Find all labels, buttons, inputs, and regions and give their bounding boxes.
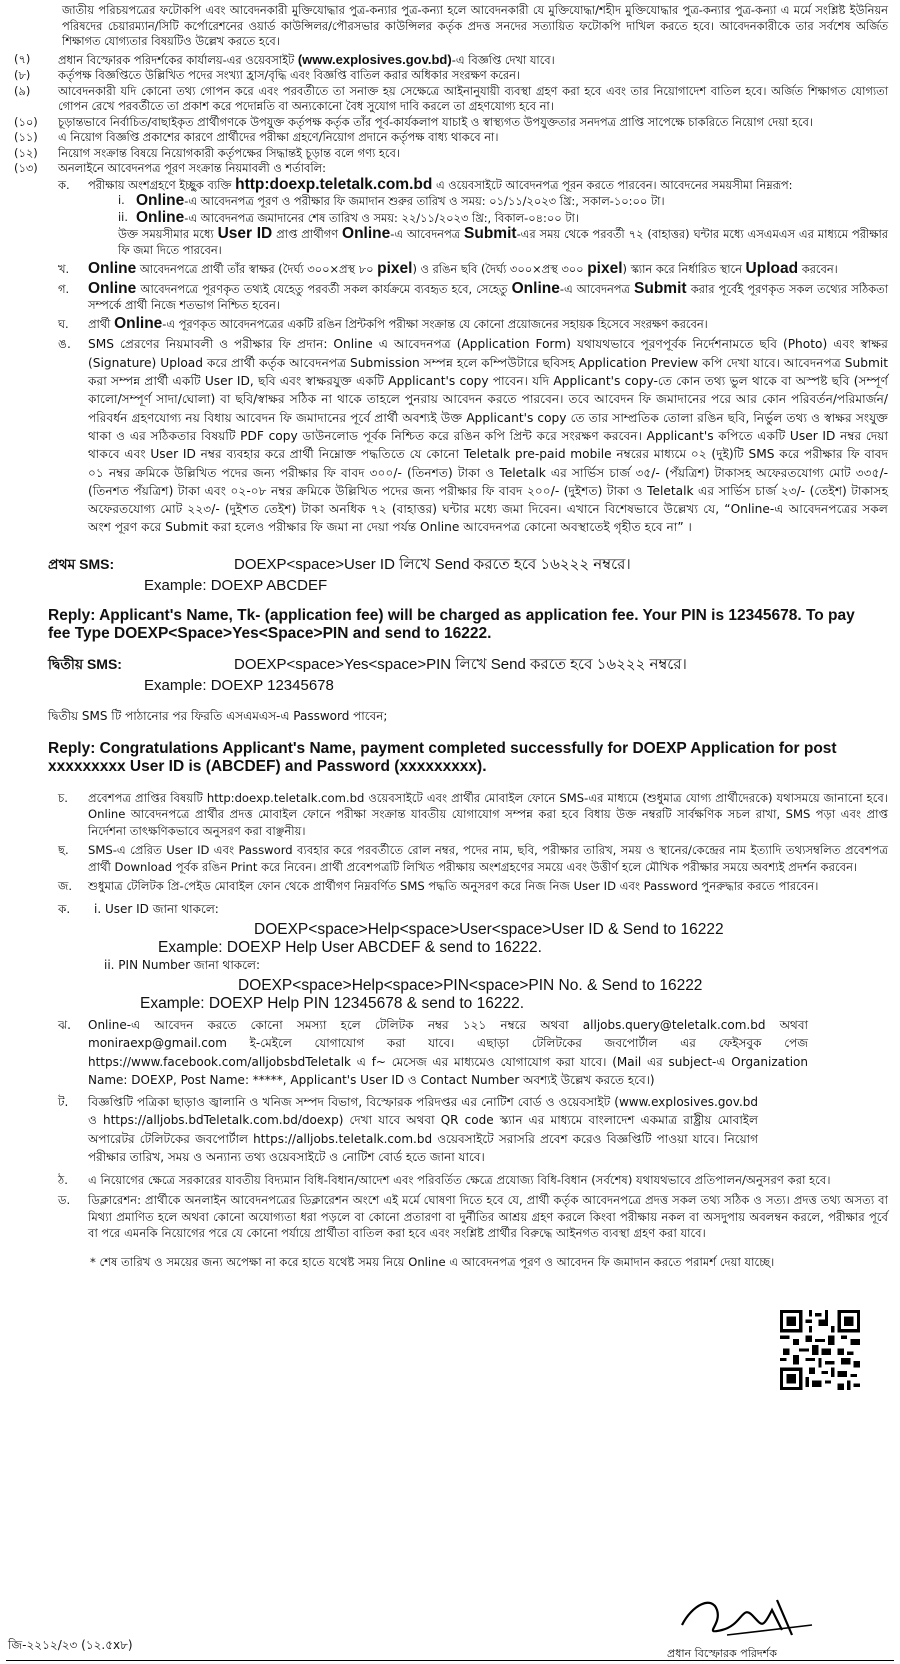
signature-title: প্রধান বিস্ফোরক পরিদর্শক: [667, 1647, 777, 1660]
item-13: (১৩) অনলাইনে আবেদনপত্র পূরণ সংক্রান্ত নিয়মাবলী ও শর্তাবলি:: [14, 161, 326, 175]
sub-ka-i: i. Online-এ আবেদনপত্র পূরণ ও পরীক্ষার ফি জমাদান শুরুর তারিখ ও সময়: ০১/১১/২০২৩ খ্রি:, সকাল-১০:০০ টা।: [118, 192, 665, 210]
website-link[interactable]: (www.explosives.gov.bd): [297, 51, 452, 67]
pin-help-format: DOEXP<space>Help<space>PIN<space>PIN No. & Send to 16222: [238, 976, 703, 994]
sub-kha: খ. Online আবেদনপত্রে প্রার্থী তাঁর স্বাক্ষর (দৈর্ঘ্য ৩০০×প্রস্থ ৮০ pixel) ও রঙিন ছবি (দৈর্ঘ্য ৩০০×প্রস্থ ৩০০ pixel) স্ক্যান করে নির্ধারিত স্থানে Upload করবেন।: [58, 260, 838, 278]
sub-chha: ছ. SMS-এ প্রেরিত User ID এবং Password ব্যবহার করে পরবর্তীতে রোল নম্বর, পদের নাম, ছবি, পরীক্ষার তারিখ, সময় ও স্থানের/কেন্দ্রের নাম ইত্যাদি তথ্যসম্বলিত প্রবেশপত্র প্রার্থী Download পূর্বক রঙিন Print করে নিবেন। প্রার্থী প্রবেশপত্রটি লিখিত পরীক্ষায় অংশগ্রহণের সময়ে এবং উত্তীর্ণ হলে মৌখিক পরীক্ষার সময়ে অবশ্যই প্রদর্শন করবেন।: [58, 843, 888, 874]
first-sms-example: Example: DOEXP ABCDEF: [144, 576, 328, 594]
sub-ka: ক. পরীক্ষায় অংশগ্রহণে ইচ্ছুক ব্যক্তি http:doexp.teletalk.com.bd এ ওয়েবসাইটে আবেদনপত্র পূরন করতে পারবেন। আবেদনের সময়সীমা নিম্নরূপ:: [58, 175, 793, 193]
sub-umo: ঙ. SMS প্রেরণের নিয়মাবলী ও পরীক্ষার ফি প্রদান: Online এ আবেদনপত্র (Application Form) যথাযথভাবে পূরণপূর্বক নির্দেশনামতে ছবি (Photo) এবং স্বাক্ষর (Signature) Upload করে প্রার্থী কর্তৃক আবেদনপত্র Submission সম্পন্ন হলে কম্পিউটারে ছবিসহ Application Preview কপি দেখা যাবে। আবেদনপত্র Submit করা সম্পন্ন প্রার্থী একটি User ID, ছবি এবং স্বাক্ষরযুক্ত একটি Applicant's copy পাবেন। যদি Applicant's copy-তে কোন তথ্য ভুল থাকে বা অস্পষ্ট ছবি (সম্পূর্ণ কালো/সম্পূর্ণ সাদা/ঘোলা) বা ছবি/স্বাক্ষর সঠিক না থাকে তাহলে পুনরায় আবেদন করতে পারবেন। তবে আবেদন ফি জমাদানের পরে আর কোন পরিবর্তন/পরিমার্জন/ পরিবর্ধন গ্রহণযোগ্য নয় বিধায় আবেদন ফি জমাদানের পূর্বে প্রার্থী অবশ্যই উক্ত Applicant's copy তে তার সাম্প্রতিক তোলা রঙিন ছবি, নির্ভুল তথ্য ও স্বাক্ষর সংযুক্ত থাকা ও এর সঠিকতার বিষয়টি PDF copy ডাউনলোড পূর্বক নিশ্চিত করে রঙিন কপি প্রিন্ট করে সংরক্ষণ করবেন। Applicant's কপিতে একটি User ID নম্বর দেয়া থাকবে এবং User ID নম্বর ব্যবহার করে প্রার্থী নিম্নোক্ত পদ্ধতিতে যে কোনো Teletalk pre-paid mobile নম্বরের মাধ্যমে ০২ (দুই)টি SMS করে পরীক্ষার ফি বাবদ ০১ নম্বর ক্রমিকে উল্লিখিত পদের জন্য পরীক্ষার ফি বাবদ ৩০০/- (তিনশত) টাকা ও Teletalk এর সার্ভিস চার্জ ৩৫/- (পঁয়ত্রিশ) টাকাসহ অফেরতযোগ্য মোট ৩৩৫/- (তিনশত পঁয়ত্রিশ) টাকা এবং ০২-০৮ নম্বর ক্রমিকে উল্লিখিত পদের জন্য পরীক্ষার ফি বাবদ ২০০/- (দুইশত) টাকা ও Teletalk এর সার্ভিস চার্জ ২৩/- (তেইশ) টাকাসহ অফেরতযোগ্য মোট ২২৩/- (দুইশত তেইশ) টাকা অনধিক ৭২ (বাহাত্তর) ঘন্টার মধ্যে জমা দিবেন। এখানে বিশেষভাবে উল্লেখ্য যে, “Online-এ আবেদনপত্রের সকল অংশ পূরণ করে Submit করা হলেও পরীক্ষার ফি জমা না দেয়া পর্যন্ত Online আবেদনপত্র কোনো অবস্থাতেই গৃহীত হবে না” ।: [58, 337, 888, 535]
reply-1: Reply: Applicant's Name, Tk- (application fee) will be charged as application fee. Your PIN is 12345678. To pay fee Type DOEXP<Space>Yes<Space>PIN and send to 16222.: [48, 606, 855, 642]
first-sms-format: DOEXP<space>User ID লিখে Send করতে হবে ১৬২২২ নম্বরে।: [234, 555, 631, 573]
sub-gha: ঘ. প্রার্থী Online-এ পূরণকৃত আবেদনপত্রের একটি রঙিন প্রিন্টকপি পরীক্ষা সংক্রান্ত যে কোনো প্রয়োজনের সহায়ক হিসেবে সংরক্ষণ করবেন।: [58, 314, 708, 332]
application-link[interactable]: http:doexp.teletalk.com.bd: [235, 175, 433, 193]
sub-cha: চ. প্রবেশপত্র প্রাপ্তির বিষয়টি http:doexp.teletalk.com.bd ওয়েবসাইটে এবং প্রার্থীর মোবাইল ফোনে SMS-এর মাধ্যমে (শুধুমাত্র যোগ্য প্রার্থীদেরকে) যথাসময়ে জানানো হবে। Online আবেদনপত্রে প্রার্থীর প্রদত্ত মোবাইল ফোনে পরীক্ষা সংক্রান্ত যাবতীয় যোগাযোগ সম্পন্ন করা হবে বিধায় উক্ত নম্বরটি সার্বক্ষণিক সচল রাখা, SMS পড়া এবং প্রাপ্ত নির্দেশনা তাৎক্ষণিকভাবে অনুসরণ করা বাঞ্ছনীয়।: [58, 790, 888, 838]
sub-ga: গ. Online আবেদনপত্রে পূরণকৃত তথ্যই যেহেতু পরবর্তী সকল কার্যক্রমে ব্যবহৃত হবে, সেহেতু Online-এ আবেদনপত্র Submit করার পূর্বেই পূরণকৃত সকল তথ্যের সঠিকতা সম্পর্কে প্রার্থী নিজে শতভাগ নিশ্চিত হবেন।: [58, 279, 888, 313]
sms-block-2: দ্বিতীয় SMS: DOEXP<space>Yes<space>PIN লিখে Send করতে হবে ১৬২২২ নম্বরে। Example: DOEXP 12345678: [48, 653, 888, 694]
pin-help-example: Example: DOEXP Help PIN 12345678 & send to 16222.: [140, 994, 525, 1012]
item-7: (৭) প্রধান বিস্ফোরক পরিদর্শকের কার্যালয়-এর ওয়েবসাইট (www.explosives.gov.bd)-এ বিজ্ঞপ্তি দেখা যাবে।: [14, 51, 555, 67]
userid-help-format: DOEXP<space>Help<space>User<space>User ID & Send to 16222: [254, 920, 724, 938]
item-10: (১০) চূড়ান্তভাবে নির্বাচিত/বাছাইকৃত প্রার্থীগণকে উপযুক্ত কর্তৃপক্ষ কর্তৃক তাঁর পূর্ব-কার্যকলাপ যাচাই ও স্বাস্থ্যগত উপযুক্ততার সনদপত্র প্রাপ্তি সাপেক্ষে চাকরিতে নিয়োগ দেয়া হবে।: [14, 114, 813, 129]
recovery-block: ক. i. User ID জানা থাকলে: DOEXP<space>Help<space>User<space>User ID & Send to 16222 Example: DOEXP Help User ABCDEF & send to 16222. ii. PIN Number জানা থাকলে: DOEXP<space>Help<space>PIN<space>PIN No. & Send to 16222 Example: DOEXP Help PIN 12345678 & send to 16222.: [58, 901, 888, 1013]
top-paragraph: জাতীয় পরিচয়পত্রের ফটোকপি এবং আবেদনকারী মুক্তিযোদ্ধার পুত্র-কন্যার পুত্র-কন্যা হলে আবেদনকারী যে মুক্তিযোদ্ধা/শহীদ মুক্তিযোদ্ধার পুত্র-কন্যার পুত্র-কন্যা এ মর্মে সংশ্লিষ্ট ইউনিয়ন পরিষদের চেয়ারম্যান/সিটি কর্পোরেশনের ওয়ার্ড কাউন্সিলর/পৌরসভার কাউন্সিলর কর্তৃক প্রদত্ত সনদের সত্যায়িত ফটোকপি দাখিল করতে হবে। আবেদনকারীকে তার সর্বশেষ অর্জিত শিক্ষাগত যোগ্যতার বিষয়টিও উল্লেখ করতে হবে।: [62, 3, 888, 48]
bottom-divider: [6, 1660, 894, 1661]
sub-ka-ii: ii. Online-এ আবেদনপত্র জমাদানের শেষ তারিখ ও সময়: ২২/১১/২০২৩ খ্রি:, বিকাল-০৪:০০ টা।: [118, 208, 579, 226]
second-sms-example: Example: DOEXP 12345678: [144, 676, 334, 694]
item-8: (৮) কর্তৃপক্ষ বিজ্ঞপ্তিতে উল্লিখিত পদের সংখ্যা হ্রাস/বৃদ্ধি এবং বিজ্ঞপ্তি বাতিল করার অধিকার সংরক্ষণ করেন।: [14, 68, 520, 82]
final-note: * শেষ তারিখ ও সময়ের জন্য অপেক্ষা না করে হাতে যথেষ্ট সময় নিয়ে Online এ আবেদনপত্র পূরণ ও আবেদন ফি জমাদান করতে পরামর্শ দেয়া যাচ্ছে।: [90, 1254, 775, 1269]
second-sms-format: DOEXP<space>Yes<space>PIN লিখে Send করতে হবে ১৬২২২ নম্বরে।: [234, 655, 687, 673]
sub-ja: জ. শুধুমাত্র টেলিটক প্রি-পেইড মোবাইল ফোন থেকে প্রার্থীগণ নিম্নবর্ণিত SMS পদ্ধতি অনুসরণ করে নিজ নিজ User ID এবং Password পুনরুদ্ধার করতে পারবেন।: [58, 879, 819, 894]
sms-block: প্রথম SMS: DOEXP<space>User ID লিখে Send করতে হবে ১৬২২২ নম্বরে। Example: DOEXP ABCDEF: [48, 553, 888, 594]
signature-image: [672, 1585, 822, 1640]
qr-code[interactable]: [780, 1310, 860, 1390]
after-second-sms: দ্বিতীয় SMS টি পাঠানোর পর ফিরতি এসএমএস-এ Password পাবেন;: [48, 708, 388, 723]
sub-da: ড. ডিক্লারেশন: প্রার্থীকে অনলাইন আবেদনপত্রের ডিক্লারেশন অংশে এই মর্মে ঘোষণা দিতে হবে যে, প্রার্থী কর্তৃক আবেদনপত্রে প্রদত্ত সকল তথ্য সঠিক ও সত্য। প্রদত্ত তথ্য অসত্য বা মিথ্যা প্রমাণিত হলে অথবা কোনো অযোগ্যতা ধরা পড়লে বা কোনো প্রতারণা বা দুর্নীতির আশ্রয় গ্রহণ করলে কিংবা পরীক্ষায় নকল বা অসদুপায় অবলম্বন করলে, পরীক্ষার পূর্বে বা পরে এমনকি নিয়োগের পরে যে কোনো পর্যায়ে প্রার্থীতা বাতিল করা হবে এবং সংশ্লিষ্ট প্রার্থীর বিরুদ্ধে আইনগত ব্যবস্থা গ্রহণ করা যাবে।: [58, 1193, 888, 1241]
item-12: (১২) নিয়োগ সংক্রান্ত বিষয়ে নিয়োগকারী কর্তৃপক্ষের সিদ্ধান্তই চূড়ান্ত বলে গণ্য হবে।: [14, 145, 400, 160]
sub-ka-note: উক্ত সময়সীমার মধ্যে User ID প্রাপ্ত প্রার্থীগণ Online-এ আবেদনপত্র Submit-এর সময় থেকে পরবর্তী ৭২ (বাহাত্তর) ঘন্টার মধ্যে এসএমএস এর মাধ্যমে পরীক্ষার ফি জমা দিতে পারবেন।: [118, 225, 889, 257]
reply-2: Reply: Congratulations Applicant's Name, payment completed successfully for DOEXP Application for post xxxxxxxxx User ID is (ABCDEF) and Password (xxxxxxxxx).: [48, 739, 837, 775]
item-9: (৯) আবেদনকারী যদি কোনো তথ্য গোপন করে এবং পরবর্তীতে তা সনাক্ত হয় সেক্ষেত্রে আইনানুযায়ী ব্যবস্থা গ্রহণ করা হবে এবং তার নিয়োগাদেশ বাতিল হবে। অর্জিত শিক্ষাগত যোগ্যতা গোপন রেখে পরবর্তীতে তা প্রকাশ করে পদোন্নতি বা অন্যকোনো বৈধ সুযোগ দাবি করলে তা গ্রহণযোগ্য হবে না।: [14, 83, 888, 113]
sub-ta: ট. বিজ্ঞপ্তিটি পত্রিকা ছাড়াও জ্বালানি ও খনিজ সম্পদ বিভাগ, বিস্ফোরক পরিদপ্তর এর নোটিশ বোর্ড ও ওয়েবসাইট (www.explosives.gov.bd ও https://alljobs.bdTeletalk.com.bd/doexp) দেখা যাবে অথবা QR code স্ক্যান এর মাধ্যমে বাংলাদেশ একমাত্র রাষ্ট্রীয় মোবাইল অপারেটর টেলিটকের জবপোর্টাল https://alljobs.teletalk.com.bd ওয়েবসাইটে সরাসরি প্রবেশ করেও বিজ্ঞপ্তিটি পাওয়া যাবে। নিয়োগ পরীক্ষার তারিখ, সময় ও অন্যান্য তথ্য ওয়েবসাইটে ও নোটিশ বোর্ড হতে জানা যাবে।: [58, 1094, 758, 1165]
item-11: (১১) এ নিয়োগ বিজ্ঞপ্তি প্রকাশের কারণে প্রার্থীদের পরীক্ষা গ্রহণে/নিয়োগ প্রদানে কর্তৃপক্ষ বাধ্য থাকবে না।: [14, 130, 499, 144]
print-code: জি-২২১২/২৩ (১২.৫x৮): [8, 1638, 133, 1652]
sub-jha: ঝ. Online-এ আবেদন করতে কোনো সমস্যা হলে টেলিটক নম্বর ১২১ নম্বরে অথবা alljobs.query@teletalk.com.bd অথবা moniraexp@gmail.com ই-মেইলে যোগাযোগ করা যাবে। এছাড়া টেলিটকের জবপোর্টাল এর ফেইসবুক পেজ https://www.facebook.com/alljobsbdTeletalk এ f~ মেসেজ এর মাধ্যমেও যোগাযোগ করা যাবে। (Mail এর subject-এ Organization Name: DOEXP, Post Name: *****, Applicant's User ID ও Contact Number অবশ্যই উল্লেখ করতে হবে।): [58, 1017, 808, 1088]
userid-help-example: Example: DOEXP Help User ABCDEF & send to 16222.: [158, 938, 542, 956]
sub-tha: ঠ. এ নিয়োগের ক্ষেত্রে সরকারের যাবতীয় বিদ্যমান বিধি-বিধান/আদেশ এবং পরিবর্তিত ক্ষেত্রে প্রযোজ্য বিধি-বিধান (সর্বশেষ) যথাযথভাবে প্রতিপালন/অনুসরণ করা হবে।: [58, 1172, 831, 1187]
